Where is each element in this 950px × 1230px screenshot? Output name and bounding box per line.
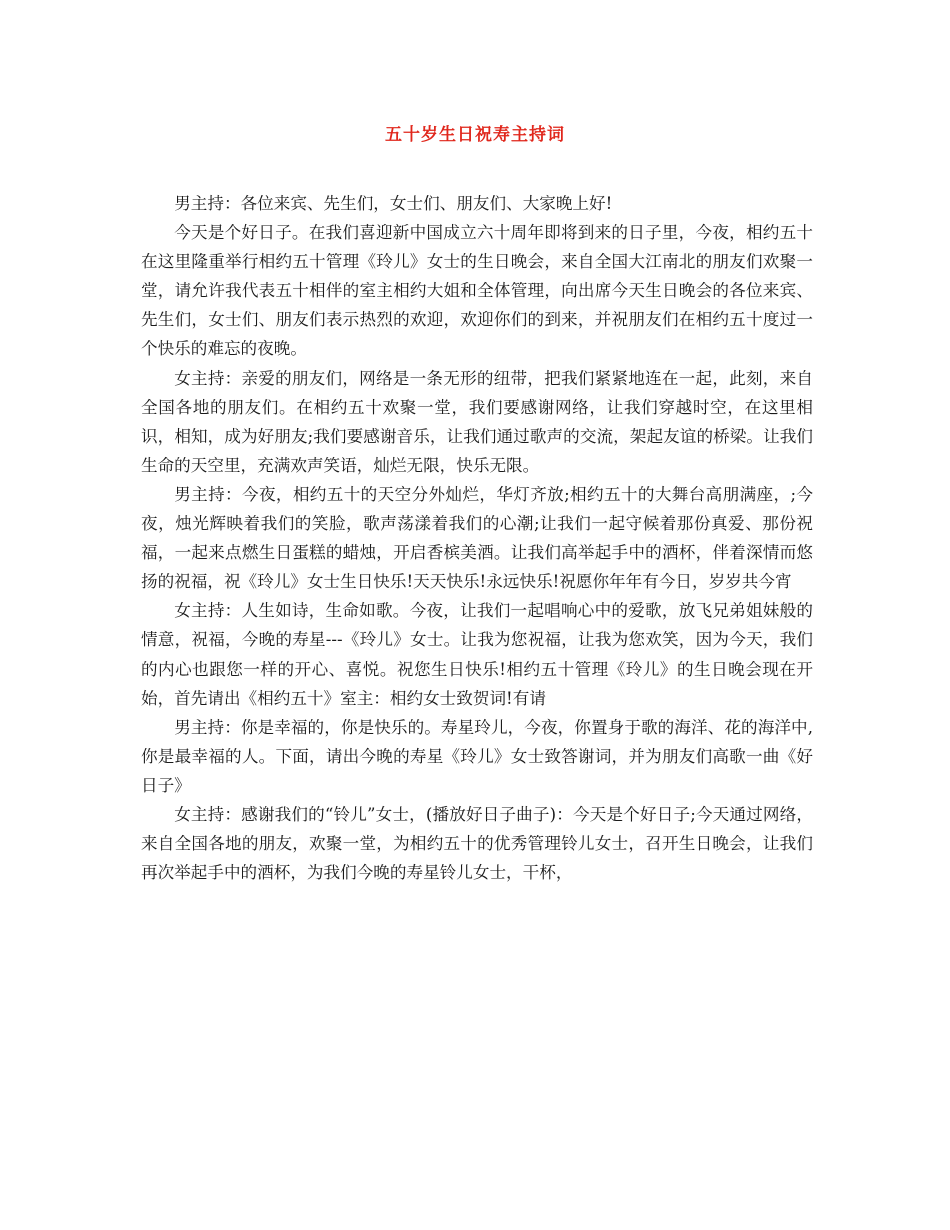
paragraph: 今天是个好日子。在我们喜迎新中国成立六十周年即将到来的日子里，今夜，相约五十在这里隆重举行相约五十管理《玲儿》女士的生日晚会，来自全国大江南北的朋友们欢聚一堂，请允许我代表五十相伴的室主相约大姐和全体管理，向出席今天生日晚会的各位来宾、先生们，女士们、朋友们表示热烈的欢迎，欢迎你们的到来，并祝朋友们在相约五十度过一个快乐的难忘的夜晚。 bbox=[141, 223, 813, 359]
paragraph: 男主持：你是幸福的，你是快乐的。寿星玲儿，今夜，你置身于歌的海洋、花的海洋中,你是最幸福的人。下面，请出今晚的寿星《玲儿》女士致答谢词，并为朋友们高歌一曲《好日子》 bbox=[141, 717, 813, 795]
document-body bbox=[141, 189, 813, 887]
paragraph: 男主持：各位来宾、先生们，女士们、朋友们、大家晚上好! bbox=[174, 194, 613, 213]
paragraph: 女主持：亲爱的朋友们，网络是一条无形的纽带，把我们紧紧地连在一起，此刻，来自全国各地的朋友们。在相约五十欢聚一堂，我们要感谢网络，让我们穿越时空，在这里相识，相知，成为好朋友;我们要感谢音乐，让我们通过歌声的交流，架起友谊的桥梁。让我们生命的天空里，充满欢声笑语，灿烂无限，快乐无限。 bbox=[141, 368, 813, 475]
paragraph: 女主持：感谢我们的“铃儿”女士，(播放好日子曲子)：今天是个好日子;今天通过网络，来自全国各地的朋友，欢聚一堂，为相约五十的优秀管理铃儿女士，召开生日晚会，让我们再次举起手中的酒杯，为我们今晚的寿星铃儿女士，干杯， bbox=[141, 804, 813, 883]
document-title: 五十岁生日祝寿主持词 bbox=[385, 125, 565, 145]
paragraph: 男主持：今夜，相约五十的天空分外灿烂，华灯齐放;相约五十的大舞台高朋满座，;今夜，烛光辉映着我们的笑脸，歌声荡漾着我们的心潮;让我们一起守候着那份真爱、那份祝福，一起来点燃生日蛋糕的蜡烛，开启香槟美酒。让我们高举起手中的酒杯，伴着深情而悠扬的祝福，祝《玲儿》女士生日快乐!天天快乐!永远快乐!祝愿你年年有今日，岁岁共今宵 bbox=[141, 484, 813, 592]
paragraph: 女主持：人生如诗，生命如歌。今夜，让我们一起唱响心中的爱歌，放飞兄弟姐妹般的情意，祝福，今晚的寿星---《玲儿》女士。让我为您祝福，让我为您欢笑，因为今天，我们的内心也跟您一样的开心、喜悦。祝您生日快乐!相约五十管理《玲儿》的生日晚会现在开始，首先请出《相约五十》室主：相约女士致贺词!有请 bbox=[141, 601, 813, 708]
